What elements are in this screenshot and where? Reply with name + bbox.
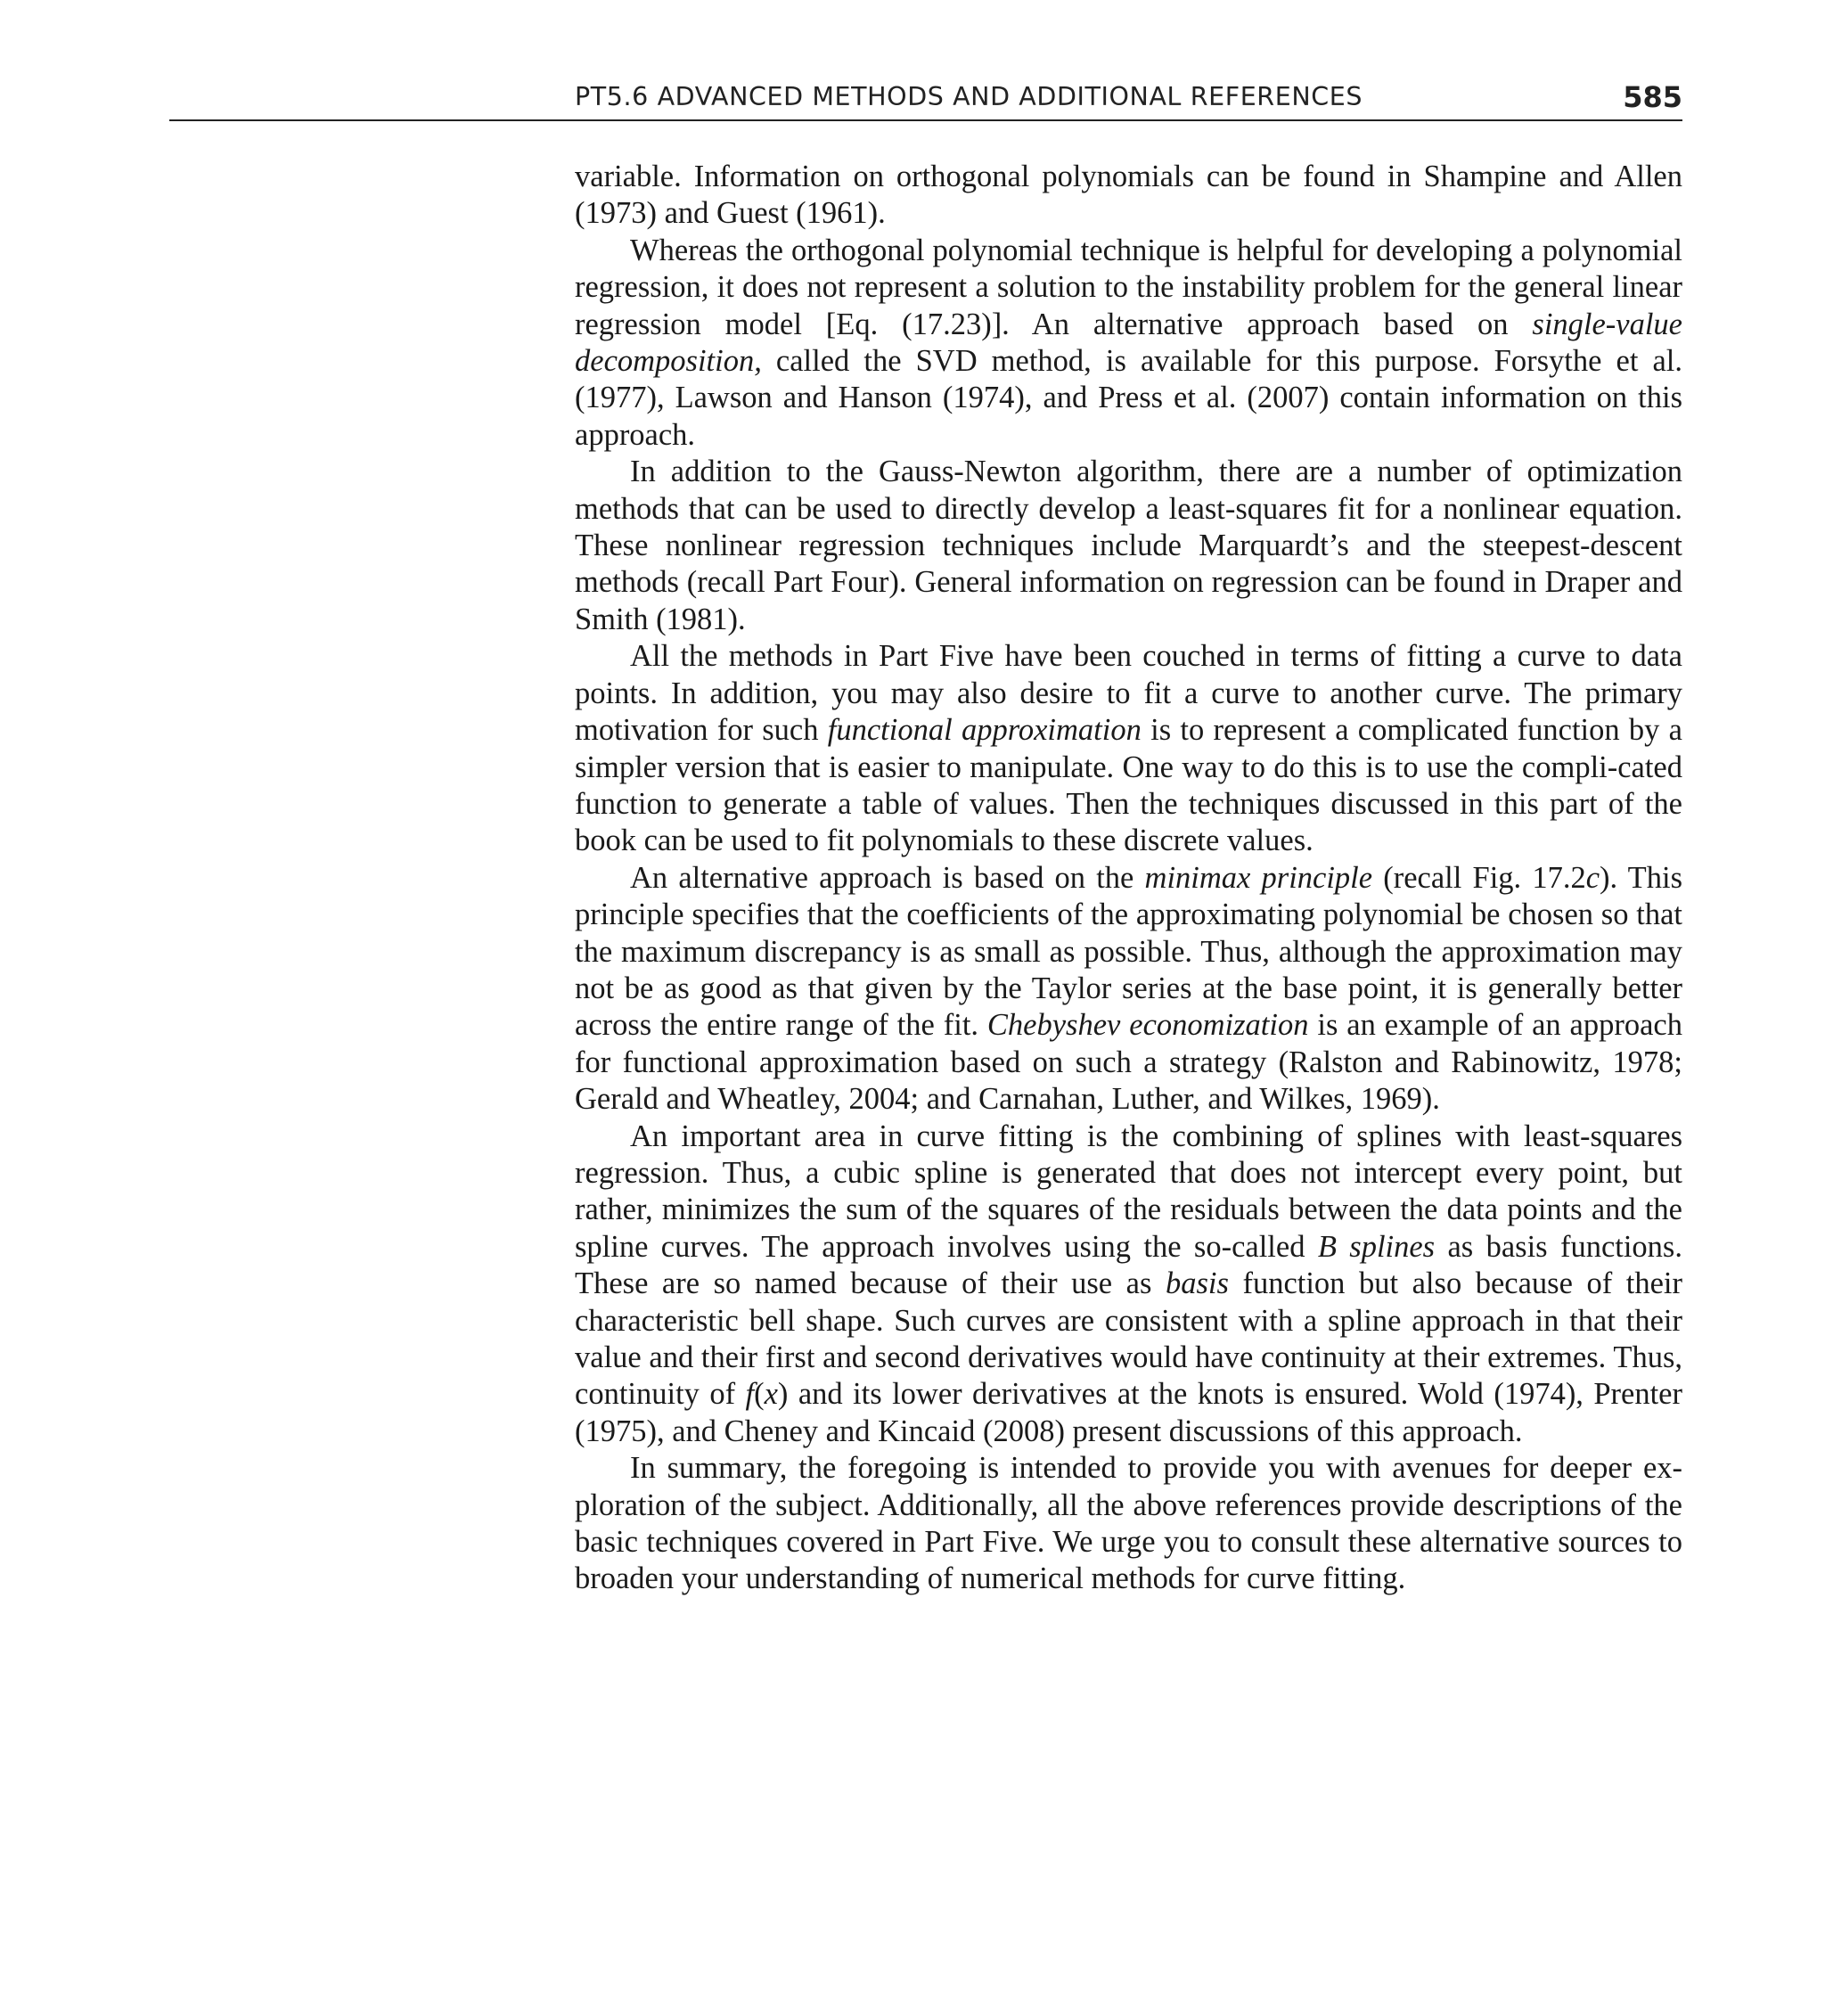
term-basis: basis: [1165, 1266, 1229, 1301]
paragraph-3: In addition to the Gauss-Newton algorithm, there are a number of optimization methods that can be used to directly develop a least-squares fit for a nonlinear equation. These nonlinear regression techniques include Marquardt’s and the steepest-descent methods (recall Part Four). General information on regression can be found in Draper and Smith (1981).: [575, 455, 1682, 636]
term-b-splines: B splines: [1317, 1229, 1436, 1264]
term-functional-approximation: functional approximation: [827, 713, 1142, 748]
section-title: PT5.6 ADVANCED METHODS AND ADDITIONAL REFERENCES: [575, 82, 1363, 111]
running-header: [169, 77, 1682, 121]
page-number: 585: [1623, 80, 1682, 114]
paragraph-5: An alternative approach is based on the minimax principle (recall Fig. 17.2c). This principle specifies that the coefficients of the approximating polynomial be chosen so that the maximum discrepancy is as small as possible. Thus, although the approximation may not be as good as that given by the Taylor series at the base point, it is generally better across the entire range of the fit. Chebyshev economization is an example of an approach for functional approximation based on such a strategy (Ralston and Rabinowitz, 1978; Gerald and Wheatley, 2004; and Carnahan, Luther, and Wilkes, 1969).: [575, 860, 1683, 1117]
body-text: [575, 159, 1682, 1598]
paragraph-7: In summary, the foregoing is intended to provide you with avenues for deeper ex-ploration of the subject. Additionally, all the above references provide descriptions of the basic techniques covered in Part Five. We urge you to consult these alternative sources to broaden your understanding of numerical methods for curve fitting.: [575, 1451, 1682, 1596]
term-svd: single-value decomposition,: [575, 307, 1682, 379]
term-minimax-principle: minimax principle: [1144, 860, 1373, 895]
paragraph-4: All the methods in Part Five have been couched in terms of fitting a curve to data points. In addition, you may also desire to fit a curve to another curve. The primary motivation for such functional approximation is to represent a complicated function by a simpler version that is easier to manipulate. One way to do this is to use the compli-cated function to generate a table of values. Then the techniques discussed in this part of the book can be used to fit polynomials to these discrete values.: [575, 639, 1682, 858]
paragraph-1: variable. Information on orthogonal polynomials can be found in Shampine and Allen (1973) and Guest (1961).: [575, 160, 1682, 231]
paragraph-6: An important area in curve fitting is the combining of splines with least-squares regression. Thus, a cubic spline is generated that does not intercept every point, but rather, minimizes the sum of the squares of the residuals between the data points and the spline curves. The approach involves using the so-called B splines as basis functions. These are so named because of their use as basis function but also because of their characteristic bell shape. Such curves are consistent with a spline approach in that their value and their first and second derivatives would have continuity at their extremes. Thus, continuity of f(x) and its lower derivatives at the knots is ensured. Wold (1974), Prenter (1975), and Cheney and Kincaid (2008) present discussions of this approach.: [575, 1119, 1682, 1448]
term-chebyshev-economization: Chebyshev economization: [986, 1008, 1309, 1043]
paragraph-2: Whereas the orthogonal polynomial technique is helpful for developing a polynomial regression, it does not represent a solution to the instability problem for the general linear regression model [Eq. (17.23)]. An alternative approach based on single-value decomposition, called the SVD method, is available for this purpose. Forsythe et al. (1977), Lawson and Hanson (1974), and Press et al. (2007) contain information on this approach.: [575, 233, 1682, 452]
